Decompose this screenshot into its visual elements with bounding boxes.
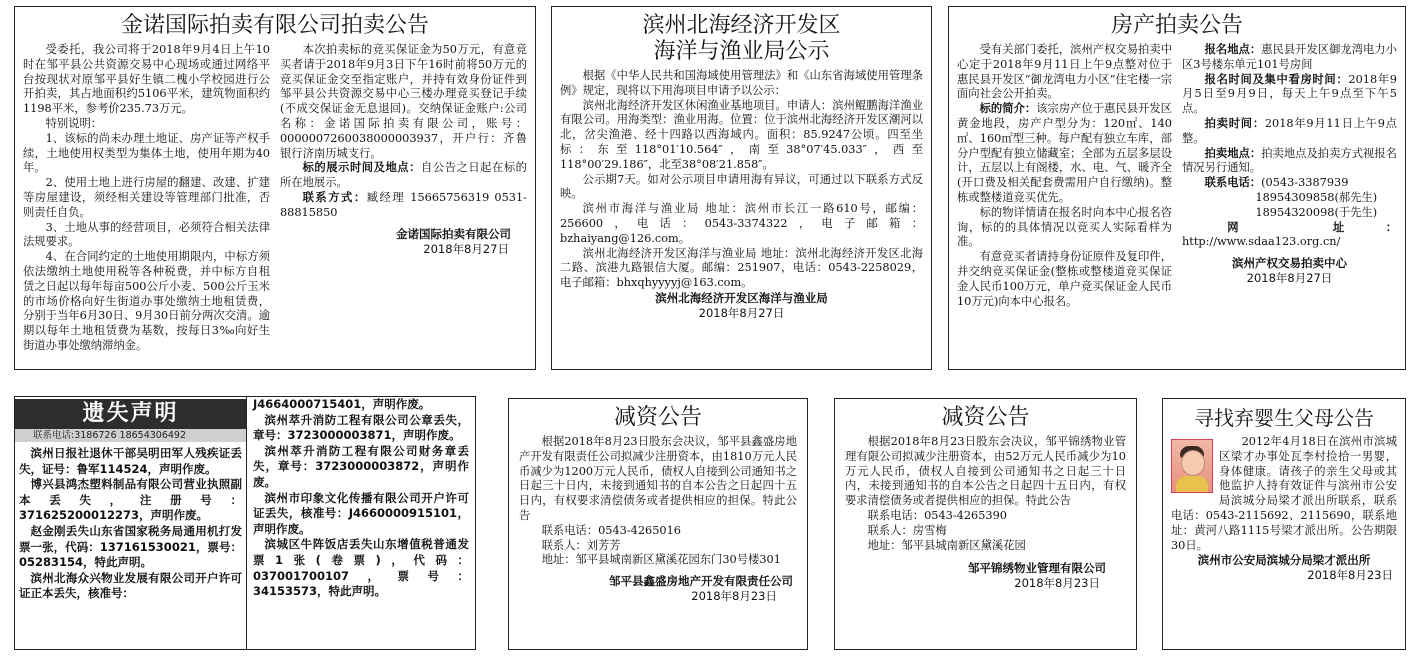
auction-para-6: 4、在合同约定的土地使用期限内，中标方须依法缴纳土地使用税等各种税费，并中标方自租赁之日起以每年每亩500公斤小麦、500公斤玉米的市场价格向好生街道办事处缴纳土地租赁费，分别于当年6月30日、9月30日前分两次交清。逾期以每年土地租赁费为基数，按每日3‰向好生街道办事处缴纳滞纳金。 — [23, 250, 270, 352]
house-phone-1: (0543-3387939 — [1261, 176, 1349, 190]
reduction-2-phone: 联系电话：0543-4265390 — [867, 508, 1007, 522]
house-intro-label: 标的简介： — [979, 102, 1037, 116]
auction-contact-text: 臧经理 15665756319 0531-88815850 — [280, 190, 527, 219]
auction-para-5: 3、土地从事的经营项目，必须符合相关法律法规要求。 — [23, 220, 270, 249]
reduction-1-contact: 联系人：刘芳芳 — [541, 538, 621, 552]
lost-item-6: 滨州萃升消防工程有限公司财务章丢失，章号：3723000003872，声明作废。 — [253, 443, 469, 489]
lost-declaration-notice — [14, 396, 476, 650]
house-para-5 — [1182, 43, 1397, 73]
lost-item-3: 赵金刚丢失山东省国家税务局通用机打发票一张，代码：137161530021，票号：05283154，特此声明。 — [19, 523, 242, 570]
house-reg-time-text: 2018年9月5日至9月9日，每天上午9点至下午5点。 — [1182, 72, 1397, 116]
lost-item-2: 博兴县鸿杰塑料制品有限公司营业执照副本丢失，注册号：371625200012273，声明作废。 — [19, 477, 242, 523]
lost-item-7: 滨州市印象文化传播有限公司开户许可证丢失，核准号：J4660000915101，声明作废。 — [253, 490, 469, 536]
auction-para-8 — [280, 161, 527, 191]
house-para-4: 有意竞买者请持身份证原件及复印件，并交纳竞买保证金(整栋或整楼道竞买保证金人民币100万元，单户竞买保证金人民币10万元)向本中心报名。 — [957, 250, 1172, 308]
auction-display-text: 自公告之日起在标的所在地展示。 — [280, 161, 527, 190]
baby-signer: 滨州市公安局滨城分局梁才派出所 — [1197, 553, 1371, 568]
lost-item-4-cont: J4664000715401，声明作废。 — [253, 397, 431, 411]
auction-notice-col-right — [280, 43, 527, 354]
baby-date: 2018年8月23日 — [1307, 568, 1393, 583]
capital-reduction-notice-2 — [834, 398, 1137, 650]
ocean-date: 2018年8月27日 — [698, 305, 785, 320]
ocean-signer: 滨州北海经济开发区海洋与渔业局 — [655, 290, 828, 305]
ocean-para-5: 滨州北海经济开发区海洋与渔业局 地址：滨州北海经济开发区北海二路、滨港九路银信大厦。邮编：251907，电话：0543-2258029，电子邮箱：bhxqhyyyyj@163.com。 — [560, 246, 923, 290]
lost-heading: 遗失声明 — [15, 399, 246, 429]
ocean-title-line-1: 滨州北海经济开发区 — [642, 13, 841, 38]
reduction-2-para-1: 根据2018年8月23日股东会决议，邹平锦绣物业管理有限公司拟减少注册资本，由52万元人民币减少为10万元人民币，债权人自接到公司通知书之日起三十日内，未接到通知书的自本公告之日起四十五日内，有权要求清偿债务或者提供相应的担保。特此公告 — [845, 435, 1126, 508]
house-auction-time-text: 2018年9月11日上午9点整。 — [1182, 116, 1397, 145]
house-col-left — [957, 43, 1172, 309]
abandoned-baby-notice — [1162, 398, 1406, 650]
baby-notice-title: 寻找弃婴生父母公告 — [1194, 406, 1374, 430]
ocean-bureau-notice — [551, 6, 932, 370]
auction-date: 2018年8月27日 — [423, 241, 509, 256]
auction-notice-title: 金诺国际拍卖有限公司拍卖公告 — [120, 13, 429, 38]
house-para-6 — [1182, 73, 1397, 117]
house-auction-notice — [948, 6, 1406, 370]
reduction-1-title: 减资公告 — [613, 405, 702, 430]
house-col-right — [1182, 43, 1397, 309]
auction-para-3: 1、该标的尚未办理土地证、房产证等产权手续，土地使用权类型为集体土地，使用年期为40年。 — [23, 131, 270, 175]
reduction-2-signer: 邹平锦绣物业管理有限公司 — [968, 561, 1106, 576]
reduction-2-address: 地址：邹平县城南新区黛溪花园 — [867, 538, 1026, 552]
reduction-2-contact: 联系人：房雪梅 — [867, 523, 947, 537]
house-para-8 — [1182, 147, 1397, 177]
capital-reduction-notice-1 — [508, 398, 808, 650]
ocean-title-line-2: 海洋与渔业局公示 — [653, 39, 830, 64]
lost-phone: 联系电话:3186726 18654306492 — [15, 429, 246, 442]
house-auction-place-text: 拍卖地点及拍卖方式视报名情况另行通知。 — [1182, 146, 1397, 175]
house-auction-time-label: 拍卖时间： — [1204, 116, 1265, 130]
auction-para-1: 受委托，我公司将于2018年9月4日上午10时在邹平县公共资源交易中心现场或通过网络平台按现状对原邹平县好生镇二槐小学校园进行公开拍卖，其占地面积约5106平米，建筑物面积约1198平米，参考价235.73万元。 — [23, 43, 270, 116]
reduction-2-date: 2018年8月23日 — [1014, 576, 1100, 591]
house-phone-2: 18954309858(郝先生) — [1255, 190, 1378, 204]
house-para-1: 受有关部门委托，滨州产权交易拍卖中心定于2018年9月11日上午9点整对位于惠民县开发区“御龙湾电力小区”住宅楼一宗面向社会公开拍卖。 — [957, 43, 1172, 101]
house-date: 2018年8月27日 — [1246, 271, 1333, 286]
reduction-2-title: 减资公告 — [941, 405, 1030, 430]
reduction-1-address: 地址：邹平县城南新区黛溪花园东门30号楼301 — [541, 553, 781, 567]
lost-col-left — [15, 397, 247, 649]
house-reg-place-label: 报名地点： — [1204, 43, 1262, 56]
lost-item-8: 滨城区牛阵饭店丢失山东增值税普通发票1张(卷票)，代码：037001700107，票号：34153573，特此声明。 — [253, 537, 469, 599]
house-para-2 — [957, 102, 1172, 206]
baby-photo — [1171, 439, 1213, 493]
baby-para-1: 2012年4月18日在滨州市滨城区梁才办事处瓦李村捡拾一男婴，身体健康。请孩子的亲生父母或其他监护人持有效证件与滨州市公安局滨城分局梁才派出所联系，联系电话：0543-2115692、2115690，联系地址：黄河八路1115号梁才派出所。公告期限30日。 — [1171, 435, 1397, 552]
house-para-3: 标的物详情请在报名时向本中心报名咨询，标的的具体情况以竞买人实际看样为准。 — [957, 205, 1172, 249]
ocean-para-4: 滨州市海洋与渔业局 地址：滨州市长江一路610号，邮编：256600，电话：0543-3374322，电子邮箱：bzhaiyang@126.com。 — [560, 202, 923, 245]
ocean-para-1: 根据《中华人民共和国海域使用管理法》和《山东省海域使用管理条例》规定，现将以下用海项目申请予以公示： — [560, 69, 923, 97]
auction-contact-label: 联系方式： — [302, 190, 367, 204]
reduction-1-phone: 联系电话：0543-4265016 — [541, 523, 681, 537]
auction-display-label: 标的展示时间及地点： — [302, 161, 421, 175]
auction-signer: 金诺国际拍卖有限公司 — [396, 226, 511, 241]
house-para-10 — [1182, 221, 1397, 251]
reduction-1-date: 2018年8月23日 — [691, 589, 777, 604]
house-para-7 — [1182, 117, 1397, 147]
lost-item-4: 滨州北海众兴物业发展有限公司开户许可证正本丢失，核准号： — [19, 570, 242, 601]
lost-col-right — [247, 397, 475, 649]
reduction-1-signer: 邹平县鑫盛房地产开发有限责任公司 — [609, 574, 793, 589]
ocean-para-2: 滨州北海经济开发区休闲渔业基地项目。申请人：滨州鲲鹏海洋渔业有限公司。用海类型：渔业用海。位置：位于滨州北海经济开发区潮河以北，岔尖渔港、经十四路以西海域内。面积：85.9247公顷。四至坐标：东至118°01′10.564″，南至38°07′45.033″，西至118°00′29.186″，北至38°08′21.858″。 — [560, 98, 923, 171]
house-para-9 — [1182, 176, 1397, 191]
auction-para-4: 2、使用土地上进行房屋的翻建、改建、扩建等房屋建设，须经相关建设等管理部门批准，否则责任自负。 — [23, 176, 270, 219]
ocean-para-3: 公示期7天。如对公示项目申请用海有异议，可通过以下联系方式反映。 — [560, 172, 923, 201]
house-reg-place-text: 惠民县开发区御龙湾电力小区3号楼东单元101号房间 — [1182, 43, 1397, 71]
auction-notice — [14, 6, 536, 370]
house-reg-time-label: 报名时间及集中看房时间： — [1204, 72, 1349, 86]
house-web-label: 网 址： — [1227, 220, 1397, 234]
house-phone-label: 联系电话： — [1204, 176, 1262, 190]
auction-para-7: 本次拍卖标的竞买保证金为50万元，有意竞买者请于2018年9月3日下午16时前将50万元的竞买保证金交至指定账户，并持有效身份证件到邹平县公共资源交易中心三楼办理竞买登记手续(不成交保证金无息退回)。交纳保证金账户:公司名称：金诺国际拍卖有限公司，账号：0000007260038000003937，开户行：齐鲁银行济南历城支行。 — [280, 43, 527, 160]
lost-item-5: 滨州萃升消防工程有限公司公章丢失，章号：3723000003871，声明作废。 — [253, 412, 469, 443]
house-signer: 滨州产权交易拍卖中心 — [1232, 256, 1347, 271]
lost-item-1: 滨州日报社退休干部吴明田军人残疾证丢失，证号：鲁军114524，声明作废。 — [19, 446, 242, 476]
auction-para-9 — [280, 191, 527, 221]
auction-notice-col-left — [23, 43, 270, 354]
house-auction-title: 房产拍卖公告 — [1110, 13, 1243, 38]
reduction-1-para-1: 根据2018年8月23日股东会决议，邹平县鑫盛房地产开发有限责任公司拟减少注册资本，由1810万元人民币减少为1200万元人民币，债权人自接到公司通知书之日起三十日内，未接到通知书的自本公告之日起四十五日内，有权要求清偿债务或者提供相应的担保。特此公告 — [519, 435, 797, 522]
house-intro-text: 该宗房产位于惠民县开发区黄金地段，房产户型分为：120㎡、140㎡、160㎡型三种。每户配有独立车库，部分户型配有独立储藏室；全部为五层多层设计，五层以上有阁楼，水、电、气、暖齐全(开口费及相关配套费需用户自行缴纳)。整栋或整楼道竞买优先。 — [957, 102, 1172, 204]
house-web-link[interactable]: http://www.sdaa123.org.cn/ — [1182, 235, 1341, 249]
house-phone-3: 18954320098(于先生) — [1255, 205, 1378, 219]
auction-para-2: 特别说明： — [45, 116, 103, 130]
house-auction-place-label: 拍卖地点： — [1204, 146, 1262, 160]
